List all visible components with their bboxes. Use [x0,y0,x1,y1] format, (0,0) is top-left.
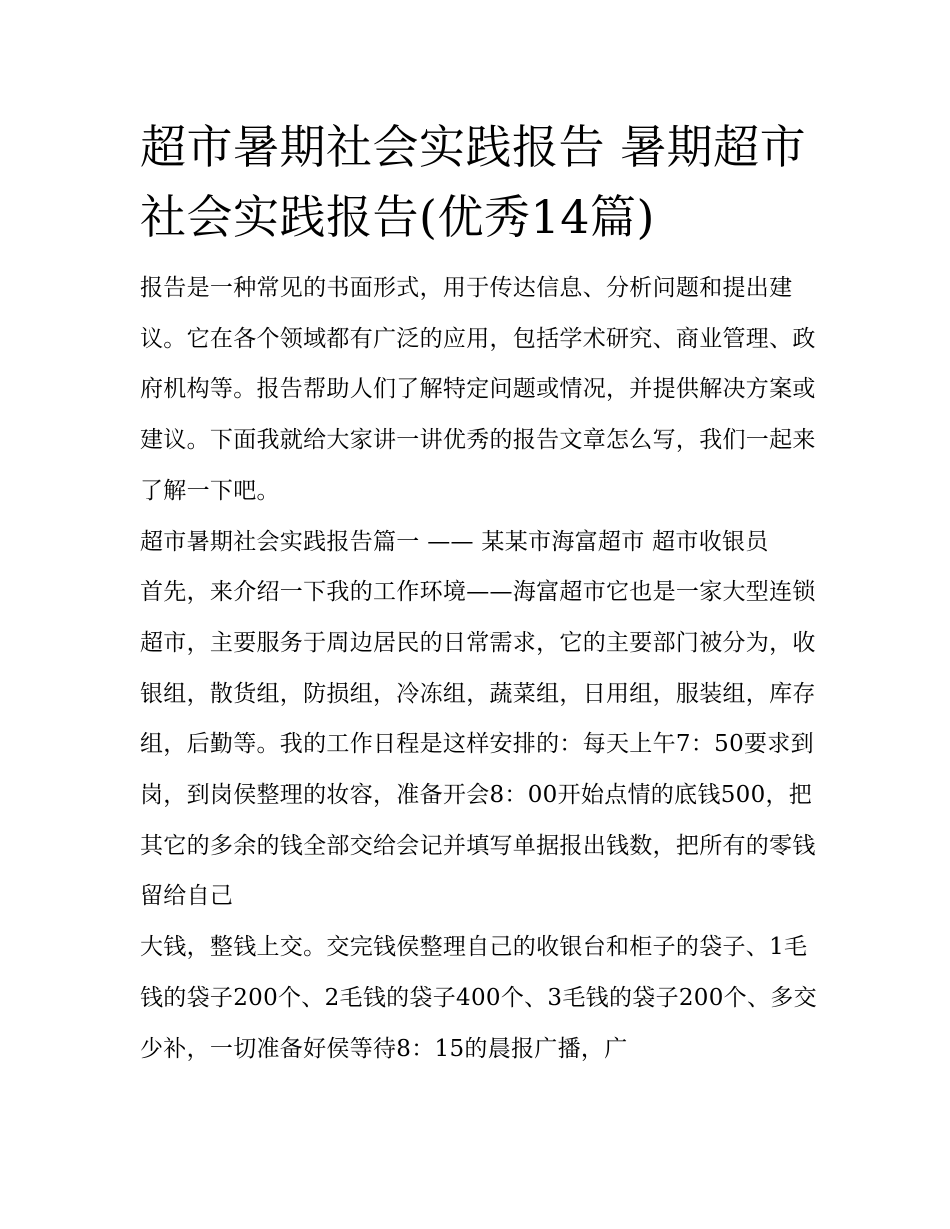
document-title: 超市暑期社会实践报告 暑期超市社会实践报告(优秀14篇) [140,120,807,244]
document-body [140,112,820,1074]
intro-paragraph: 报告是一种常见的书面形式，用于传达信息、分析问题和提出建议。它在各个领域都有广泛的应用，包括学术研究、商业管理、政府机构等。报告帮助人们了解特定问题或情况，并提供解决方案或建议。下面我就给大家讲一讲优秀的报告文章怎么写，我们一起来了解一下吧。 [140,275,816,504]
section-heading-paragraph: 超市暑期社会实践报告篇一 —— 某某市海富超市 超市收银员 [140,528,769,555]
body-paragraph: 首先，来介绍一下我的工作环境——海富超市它也是一家大型连锁超市，主要服务于周边居民的日常需求，它的主要部门被分为，收银组，散货组，防损组，冷冻组，蔬菜组，日用组，服装组，库存组，后勤等。我的工作日程是这样安排的：每天上午7：50要求到岗，到岗侯整理的妆容，准备开会8：00开始点情的底钱500，把其它的多余的钱全部交给会记并填写单据报出钱数，把所有的零钱留给自己 [140,579,816,910]
body-paragraph: 大钱，整钱上交。交完钱侯整理自己的收银台和柜子的袋子、1毛钱的袋子200个、2毛钱的袋子400个、3毛钱的袋子200个、多交少补，一切准备好侯等待8：15的晨报广播，广 [140,934,817,1062]
